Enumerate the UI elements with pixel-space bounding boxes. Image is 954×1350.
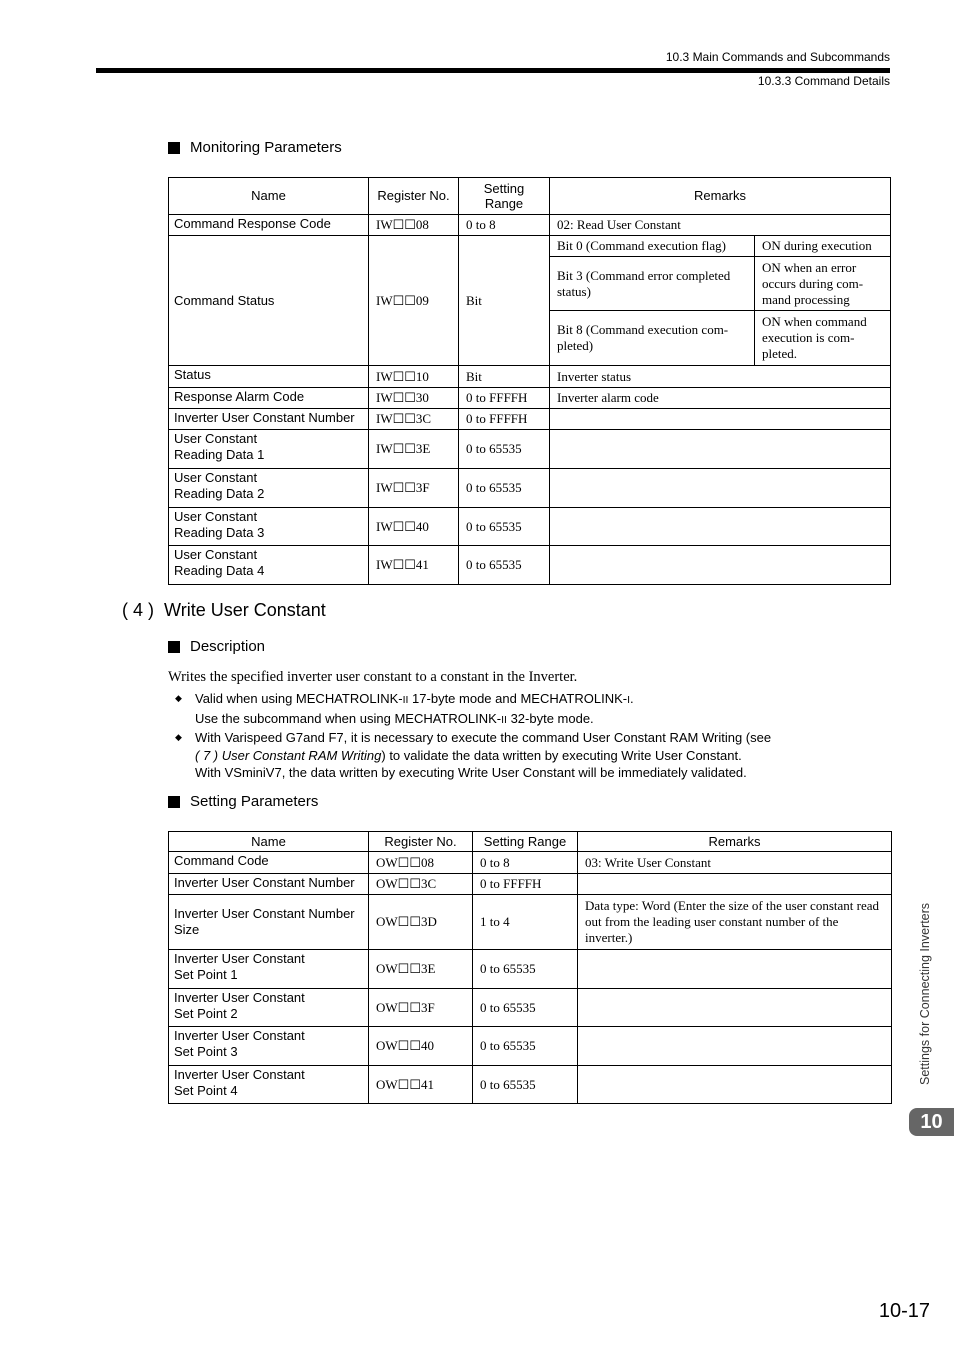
cell-name-line1: Inverter User Constant: [174, 951, 305, 966]
cell-range: 0 to 65535: [459, 546, 550, 585]
cell-remarks: [578, 874, 892, 895]
cell-name: Response Alarm Code: [169, 388, 369, 409]
cell-register: IW☐☐3F: [369, 469, 459, 508]
square-bullet-icon: [168, 142, 180, 154]
cell-name: Status: [169, 366, 369, 388]
cell-name-line1: User Constant: [174, 470, 258, 485]
table-row: [169, 215, 891, 236]
col-register: Register No.: [369, 832, 473, 852]
cell-name-line2: Set Point 3: [174, 1044, 238, 1059]
cell-name: [169, 989, 369, 1027]
monitoring-table: [168, 177, 891, 585]
setting-heading-text: Setting Parameters: [190, 793, 319, 810]
cell-name-line2: Reading Data 2: [174, 486, 265, 501]
cell-register: OW☐☐3C: [369, 874, 473, 895]
cell-bit-desc: ON during execution: [755, 236, 891, 257]
cell-name: [169, 469, 369, 508]
table-row: [169, 508, 891, 546]
table-row: [169, 366, 891, 388]
square-bullet-icon: [168, 641, 180, 653]
cell-name-line1: Inverter User Constant: [174, 1028, 305, 1043]
cell-name: [169, 950, 369, 989]
cell-remarks: [578, 1027, 892, 1066]
bullet1-line2: Use the subcommand when using MECHATROLINK-II 32-byte mode.: [195, 710, 594, 726]
cell-remarks: Data type: Word (Enter the size of the user constant read out from the leading user constant number of the inverter.): [578, 895, 892, 950]
col-name: Name: [169, 832, 369, 852]
page-number: 10-17: [878, 1300, 930, 1322]
cell-register: IW☐☐08: [369, 215, 459, 236]
cell-range: 0 to 65535: [473, 1066, 578, 1104]
table-row: [169, 1066, 892, 1104]
cell-remarks: 03: Write User Constant: [578, 852, 892, 874]
cell-register: OW☐☐3F: [369, 989, 473, 1027]
cell-register: IW☐☐3E: [369, 430, 459, 469]
cell-name: [169, 895, 369, 950]
header-rule: [96, 68, 890, 73]
cell-name-line2: Reading Data 1: [174, 447, 265, 462]
bullet1-line1: Valid when using MECHATROLINK-II 17-byte mode and MECHATROLINK-I.: [195, 691, 634, 706]
cell-range: Bit: [459, 366, 550, 388]
diamond-bullet-icon: ◆: [175, 732, 182, 742]
table-header-row: [169, 178, 891, 215]
cell-name-line1: User Constant: [174, 431, 258, 446]
cell-name: [169, 546, 369, 585]
cell-remarks: [578, 950, 892, 989]
cell-name: Inverter User Constant Number: [169, 874, 369, 895]
cell-name-line1: Inverter User Constant Number: [174, 906, 355, 921]
cell-name-line1: Inverter User Constant: [174, 990, 305, 1005]
cell-name: [169, 508, 369, 546]
cell-name: Command Code: [169, 852, 369, 874]
chapter-side-title: Settings for Connecting Inverters: [918, 902, 932, 1085]
cell-name-line1: User Constant: [174, 509, 258, 524]
monitoring-heading-text: Monitoring Parameters: [190, 139, 342, 156]
table-row: [169, 430, 891, 469]
cell-range: 0 to 65535: [459, 430, 550, 469]
cell-name-line2: Reading Data 3: [174, 525, 265, 540]
cell-bit-desc: ON when an error occurs during com-mand processing: [755, 257, 891, 311]
cell-remarks: [550, 546, 891, 585]
cell-range: 0 to 65535: [473, 1027, 578, 1066]
description-paragraph: Writes the specified inverter user constant to a constant in the Inverter.: [168, 669, 578, 685]
cell-remarks: [578, 1066, 892, 1104]
col-range: Setting Range: [459, 178, 550, 215]
col-name: Name: [169, 178, 369, 215]
cell-remarks: [550, 409, 891, 430]
cell-name: Command Response Code: [169, 215, 369, 236]
cell-range: 0 to FFFFH: [459, 388, 550, 409]
table-row: [169, 236, 891, 257]
bullet2-line1: With Varispeed G7and F7, it is necessary to execute the command User Constant RAM Writing (see: [195, 730, 772, 745]
cell-range: Bit: [459, 236, 550, 366]
write-uc-heading: [122, 600, 326, 621]
cell-bit: Bit 8 (Command execution com-pleted): [550, 311, 755, 366]
cross-reference-link[interactable]: ( 7 ) User Constant RAM Writing: [195, 747, 382, 763]
cell-name-line2: Size: [174, 922, 200, 937]
square-bullet-icon: [168, 796, 180, 808]
cell-name-line2: Reading Data 4: [174, 563, 265, 578]
cell-range: 0 to 8: [459, 215, 550, 236]
cell-register: IW☐☐09: [369, 236, 459, 366]
description-bullets: [175, 690, 771, 782]
cell-remarks: [550, 469, 891, 508]
cell-register: IW☐☐30: [369, 388, 459, 409]
cell-range: 0 to 8: [473, 852, 578, 874]
table-row: [169, 1027, 892, 1066]
cell-name-line2: Set Point 4: [174, 1083, 238, 1098]
cell-name: [169, 1027, 369, 1066]
cell-name-line2: Set Point 1: [174, 967, 238, 982]
cell-remarks: Inverter status: [550, 366, 891, 388]
cell-register: OW☐☐41: [369, 1066, 473, 1104]
cell-remarks: [578, 989, 892, 1027]
diamond-bullet-icon: ◆: [175, 693, 182, 703]
cell-name: Command Status: [169, 236, 369, 366]
table-row: [169, 950, 892, 989]
table-row: [169, 546, 891, 585]
cell-name: [169, 1066, 369, 1104]
bullet-item: [175, 690, 771, 729]
monitoring-heading: [168, 139, 342, 156]
header-subsection: 10.3.3 Command Details: [757, 74, 890, 88]
cell-name: [169, 430, 369, 469]
cell-register: IW☐☐10: [369, 366, 459, 388]
cell-register: IW☐☐41: [369, 546, 459, 585]
cell-range: 0 to FFFFH: [473, 874, 578, 895]
cell-bit: Bit 3 (Command error completed status): [550, 257, 755, 311]
cell-remarks: [550, 430, 891, 469]
cell-range: 0 to 65535: [473, 950, 578, 989]
bullet-item: [175, 729, 771, 782]
cell-remarks: [550, 508, 891, 546]
header-section: 10.3 Main Commands and Subcommands: [665, 50, 890, 64]
cell-range: 1 to 4: [473, 895, 578, 950]
col-remarks: Remarks: [578, 832, 892, 852]
cell-register: OW☐☐40: [369, 1027, 473, 1066]
cell-name: Inverter User Constant Number: [169, 409, 369, 430]
cell-name-line1: Inverter User Constant: [174, 1067, 305, 1082]
cell-name-line2: Set Point 2: [174, 1006, 238, 1021]
cell-register: OW☐☐3D: [369, 895, 473, 950]
description-heading: [168, 638, 265, 655]
description-heading-text: Description: [190, 638, 266, 655]
cell-bit-desc: ON when command execution is com-pleted.: [755, 311, 891, 366]
bullet2-line2: ( 7 ) User Constant RAM Writing) to validate the data written by executing Write User Constant.: [195, 747, 742, 763]
cell-register: OW☐☐3E: [369, 950, 473, 989]
table-row: [169, 852, 892, 874]
cell-register: IW☐☐3C: [369, 409, 459, 430]
cell-name-line1: User Constant: [174, 547, 258, 562]
cell-register: OW☐☐08: [369, 852, 473, 874]
table-row: [169, 469, 891, 508]
cell-range: 0 to 65535: [459, 508, 550, 546]
cell-range: 0 to FFFFH: [459, 409, 550, 430]
col-range: Setting Range: [473, 832, 578, 852]
setting-table: [168, 831, 892, 1104]
cell-remarks: Inverter alarm code: [550, 388, 891, 409]
table-row: [169, 989, 892, 1027]
bullet2-line3: With VSminiV7, the data written by executing Write User Constant will be immediately validated.: [195, 765, 747, 780]
table-header-row: [169, 832, 892, 852]
write-uc-title: Write User Constant: [164, 600, 326, 620]
table-row: [169, 409, 891, 430]
cell-remarks: 02: Read User Constant: [550, 215, 891, 236]
table-row: [169, 388, 891, 409]
table-row: [169, 895, 892, 950]
cell-register: IW☐☐40: [369, 508, 459, 546]
table-row: [169, 874, 892, 895]
col-remarks: Remarks: [550, 178, 891, 215]
chapter-tab: 10: [909, 1108, 954, 1136]
col-register: Register No.: [369, 178, 459, 215]
cell-bit: Bit 0 (Command execution flag): [550, 236, 755, 257]
write-uc-number: ( 4 ): [122, 600, 155, 620]
setting-heading: [168, 793, 318, 810]
cell-range: 0 to 65535: [473, 989, 578, 1027]
cell-range: 0 to 65535: [459, 469, 550, 508]
